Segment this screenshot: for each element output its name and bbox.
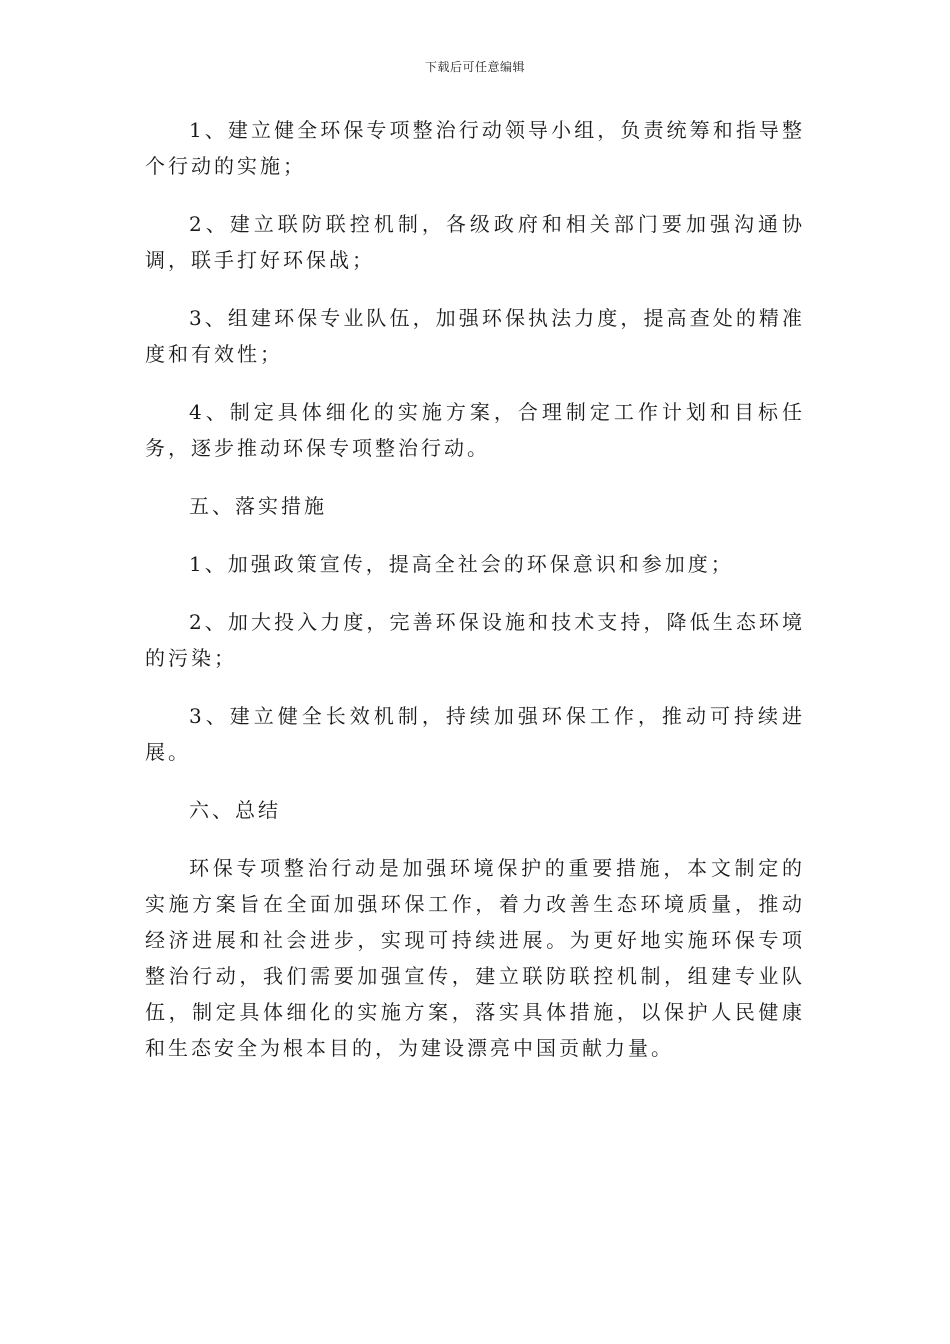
paragraph-implementation-3: 3、建立健全长效机制，持续加强环保工作，推动可持续进展。 (145, 704, 805, 764)
paragraph-measure-1: 1、建立健全环保专项整治行动领导小组，负责统筹和指导整个行动的实施； (145, 118, 805, 178)
section-heading-summary: 六、总结 (189, 798, 281, 822)
paragraph-measure-4: 4、制定具体细化的实施方案，合理制定工作计划和目标任务，逐步推动环保专项整治行动。 (145, 400, 805, 460)
paragraph-summary: 环保专项整治行动是加强环境保护的重要措施，本文制定的实施方案旨在全面加强环保工作，着力改善生态环境质量，推动经济进展和社会进步，实现可持续进展。为更好地实施环保专项整治行动，我们需要加强宣传，建立联防联控机制，组建专业队伍，制定具体细化的实施方案，落实具体措施，以保护人民健康和生态安全为根本目的，为建设漂亮中国贡献力量。 (145, 856, 805, 1060)
paragraph-measure-3: 3、组建环保专业队伍，加强环保执法力度，提高查处的精准度和有效性； (145, 306, 805, 366)
section-heading-implementation: 五、落实措施 (189, 494, 327, 518)
paragraph-measure-2: 2、建立联防联控机制，各级政府和相关部门要加强沟通协调，联手打好环保战； (145, 212, 805, 272)
paragraph-implementation-1: 1、加强政策宣传，提高全社会的环保意识和参加度； (189, 552, 734, 576)
document-body (145, 112, 805, 1066)
paragraph-implementation-2: 2、加大投入力度，完善环保设施和技术支持，降低生态环境的污染； (145, 610, 805, 670)
page-header: 下载后可任意编辑 (424, 60, 525, 74)
